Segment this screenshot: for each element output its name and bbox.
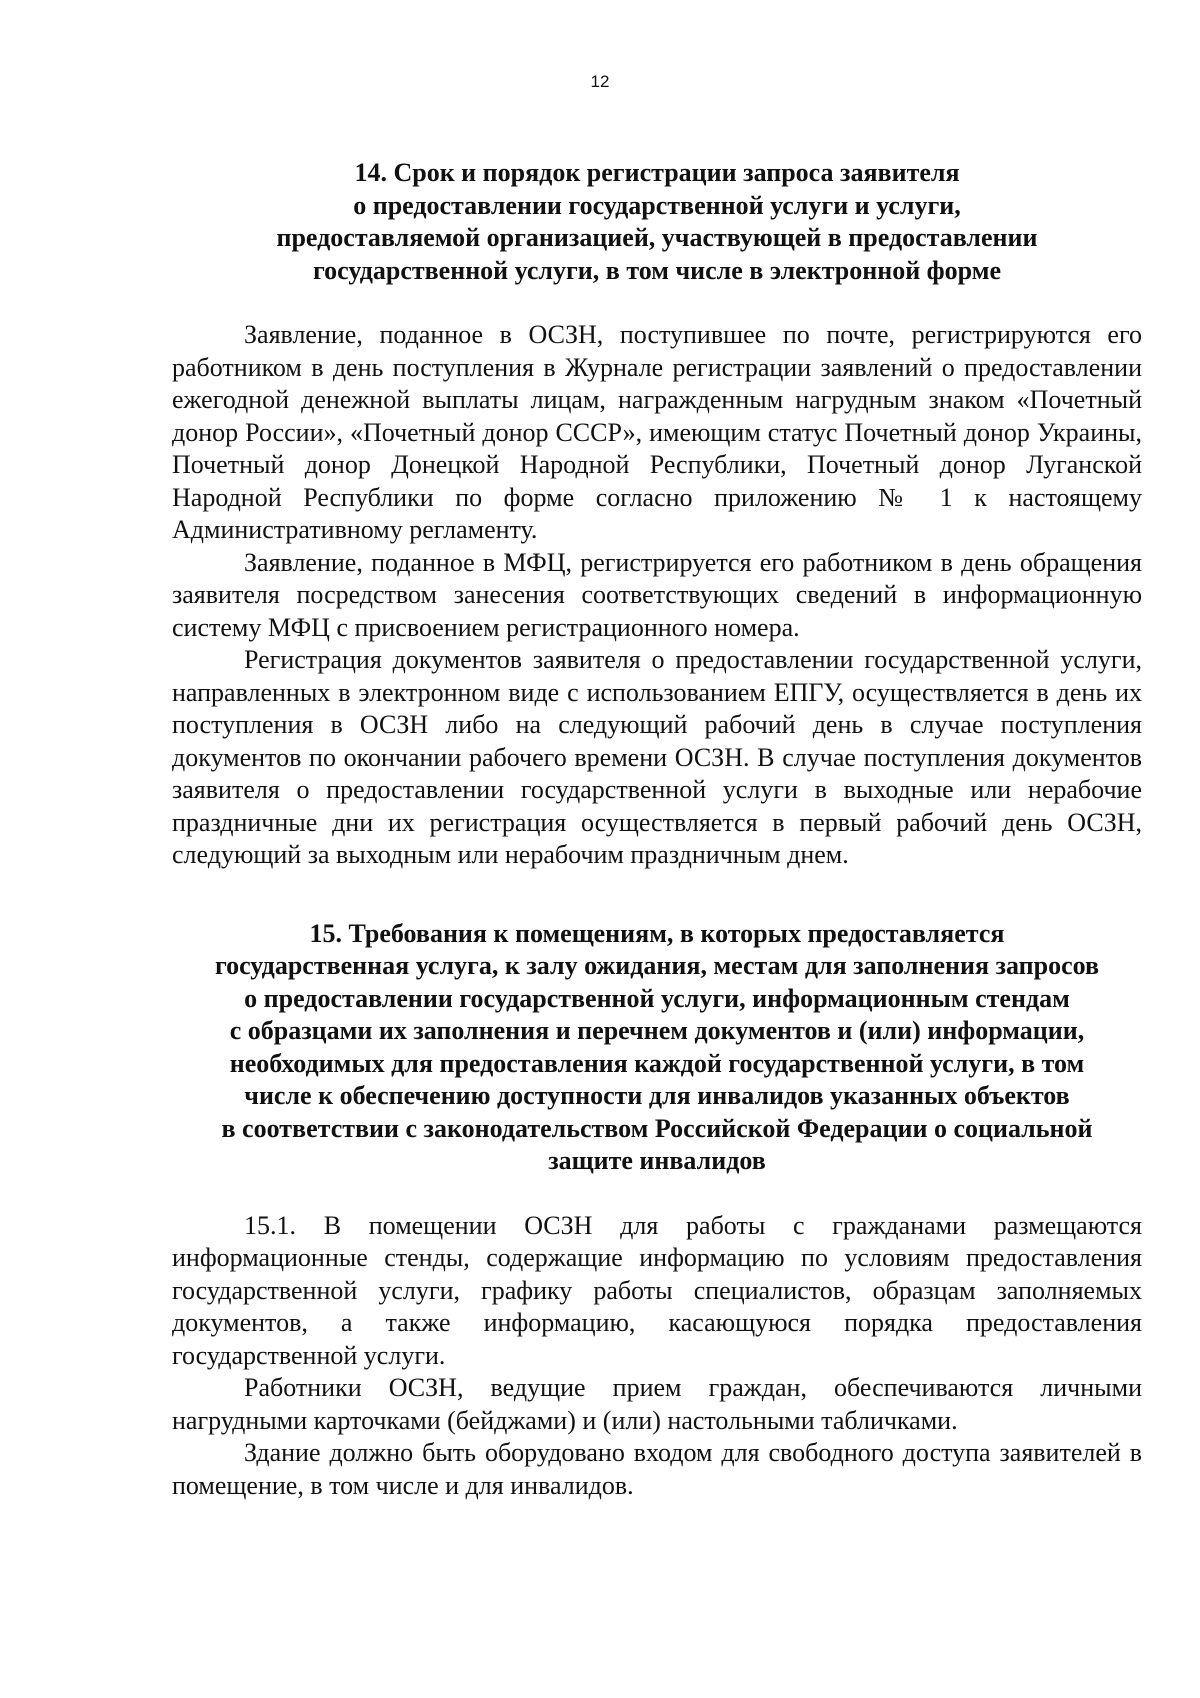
heading-line: числе к обеспечению доступности для инвалидов указанных объектов [244, 1081, 1070, 1110]
paragraph: Регистрация документов заявителя о предоставлении государственной услуги, направленных в электронном виде с использованием ЕПГУ, осуществляется в день их поступления в ОСЗН либо на следующий рабочий день в случае поступления документов по окончании рабочего времени ОСЗН. В случае поступления документов заявителя о предоставлении государственной услуги в выходные или нерабочие праздничные дни их регистрация осуществляется в первый рабочий день ОСЗН, следующий за выходным или нерабочим праздничным днем. [172, 645, 1142, 869]
heading-line: с образцами их заполнения и перечнем документов и (или) информации, [229, 1016, 1085, 1045]
paragraph: Здание должно быть оборудовано входом для свободного доступа заявителей в помещение, в том числе и для инвалидов. [172, 1438, 1142, 1500]
paragraph: Заявление, поданное в МФЦ, регистрируется его работником в день обращения заявителя посредством занесения соответствующих сведений в информационную систему МФЦ с присвоением регистрационного номера. [172, 547, 1142, 642]
paragraph: Заявление, поданное в ОСЗН, поступившее по почте, регистрируются его работником в день поступления в Журнале регистрации заявлений о предоставлении ежегодной денежной выплаты лицам, награжденным нагрудным знаком «Почетный донор России», «Почетный донор СССР», имеющим статус Почетный донор Украины, Почетный донор Донецкой Народной Республики, Почетный донор Луганской Народной Республики по форме согласно приложению № 1 к настоящему Административному регламенту. [172, 320, 1142, 544]
heading-line: 15. Требования к помещениям, в которых предоставляется [309, 918, 1005, 948]
heading-line: государственная услуга, к залу ожидания, местам для заполнения запросов [214, 951, 1100, 980]
heading-line: в соответствии с законодательством Российской Федерации о социальной [221, 1113, 1093, 1143]
heading-line: защите инвалидов [548, 1146, 766, 1175]
heading-line: о предоставлении государственной услуги и услуги, [353, 190, 961, 220]
paragraph: 15.1. В помещении ОСЗН для работы с гражданами размещаются информационные стенды, содержащие информацию по условиям предоставления государственной услуги, графику работы специалистов, образцам заполняемых документов, а также информацию, касающуюся порядка предоставления государственной услуги. [172, 1210, 1142, 1370]
heading-line: государственной услуги, в том числе в электронной форме [313, 255, 1001, 285]
heading-line: предоставляемой организацией, участвующей в предоставлении [276, 223, 1038, 252]
section-15-body [172, 1210, 1142, 1503]
section-14-body [172, 319, 1142, 872]
document-body [172, 157, 1142, 1502]
section-15-heading [172, 918, 1142, 1178]
page-number: 12 [590, 72, 610, 91]
paragraph: Работники ОСЗН, ведущие прием граждан, обеспечиваются личными нагрудными карточками (бейджами) и (или) настольными табличками. [172, 1373, 1142, 1435]
heading-line: 14. Срок и порядок регистрации запроса заявителя [354, 158, 960, 187]
section-14-heading [172, 157, 1142, 287]
heading-line: о предоставлении государственной услуги, информационным стендам [244, 983, 1070, 1013]
heading-line: необходимых для предоставления каждой государственной услуги, в том [229, 1048, 1085, 1078]
